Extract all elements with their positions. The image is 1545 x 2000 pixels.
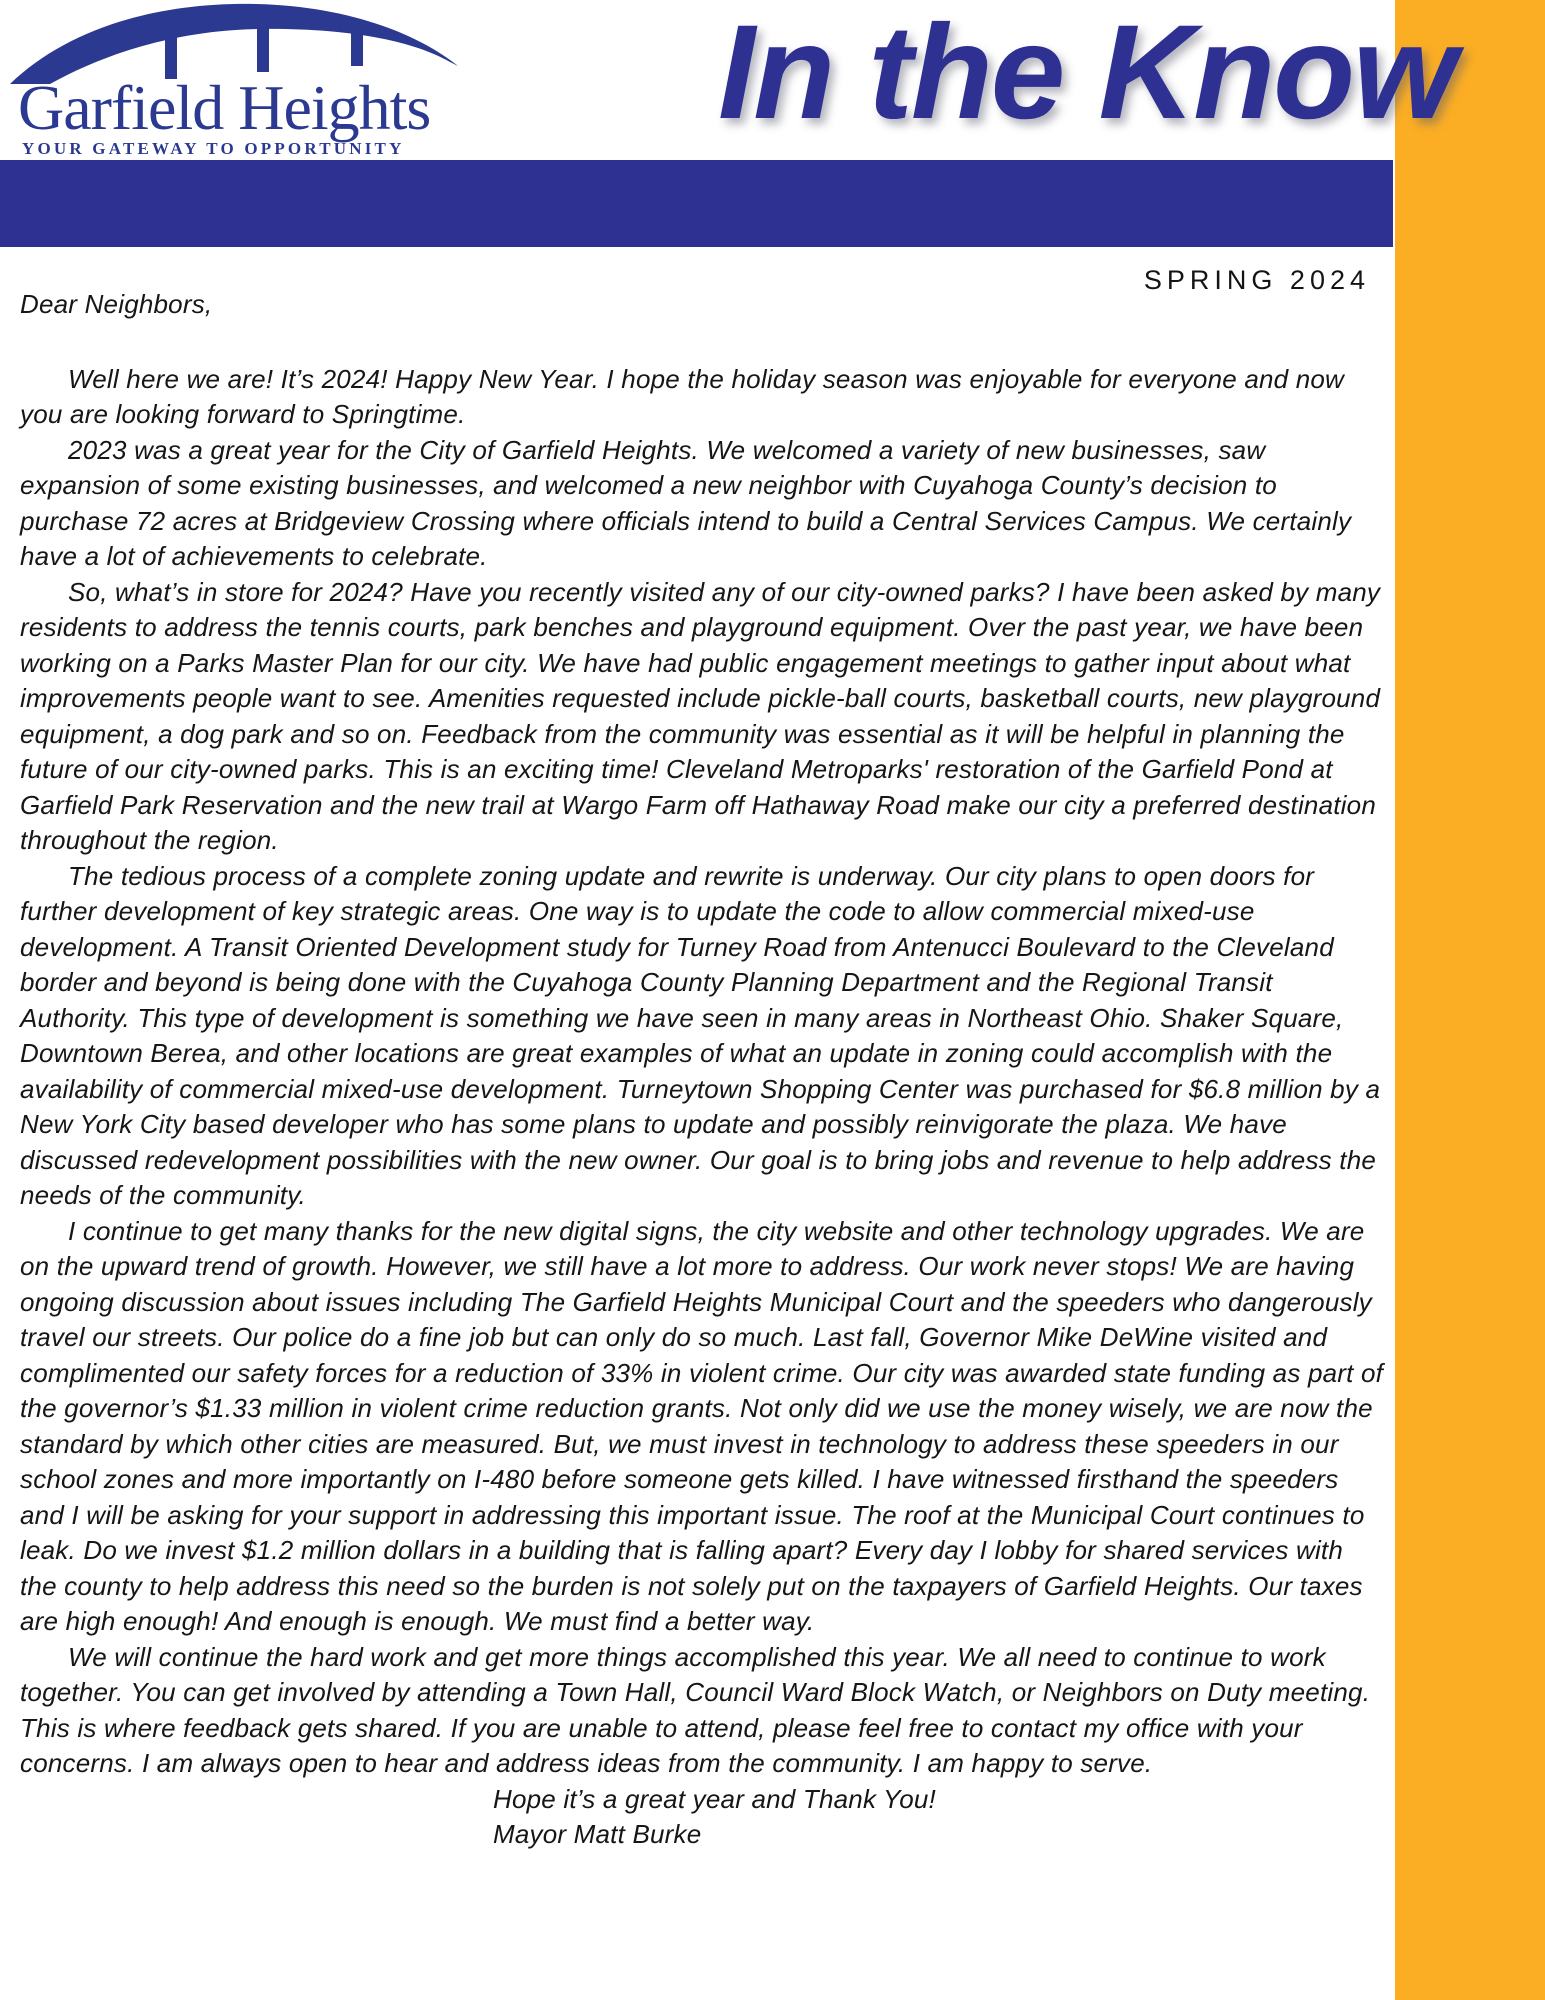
blue-header-bar xyxy=(0,160,1393,247)
letter-paragraph: The tedious process of a complete zoning update and rewrite is underway. Our city plans to open doors for further development of key strategic areas. One way is to update the code to allow commercial mixed-use development. A Transit Oriented Development study for Turney Road from Antenucci Boulevard to the Cleveland border and beyond is being done with the Cuyahoga County Planning Department and the Regional Transit Authority. This type of development is something we have seen in many areas in Northeast Ohio. Shaker Square, Downtown Berea, and other locations are great examples of what an update in zoning could accomplish with the availability of commercial mixed-use development. Turneytown Shopping Center was purchased for $6.8 million by a New York City based developer who has some plans to update and possibly reinvigorate the plaza. We have discussed redevelopment possibilities with the new owner. Our goal is to bring jobs and revenue to help address the needs of the community. xyxy=(20,860,1381,1210)
issue-season-label: SPRING 2024 xyxy=(1143,265,1370,295)
logo-tagline: YOUR GATEWAY TO OPPORTUNITY xyxy=(22,139,405,158)
newsletter-title: In the Know xyxy=(718,0,1456,147)
letter-signature: Mayor Matt Burke xyxy=(493,1819,702,1849)
letter-closing-wish: Hope it’s a great year and Thank You! xyxy=(493,1783,936,1814)
city-logo xyxy=(0,0,520,160)
letter-paragraph: We will continue the hard work and get more things accomplished this year. We all need to continue to work together. You can get involved by attending a Town Hall, Council Ward Block Watch, or Neighbors on Duty meeting. This is where feedback gets shared. If you are unable to attend, please feel free to contact my office with your concerns. I am always open to hear and address ideas from the community. I am happy to serve. xyxy=(20,1641,1371,1778)
letter-paragraph: I continue to get many thanks for the new digital signs, the city website and other technology upgrades. We are on the upward trend of growth. However, we still have a lot more to address. Our work never stops! We are having ongoing discussion about issues including The Garfield Heights Municipal Court and the speeders who dangerously travel our streets. Our police do a fine job but can only do so much. Last fall, Governor Mike DeWine visited and complimented our safety forces for a reduction of 33% in violent crime. Our city was awarded state funding as part of the governor’s $1.33 million in violent crime reduction grants. Not only did we use the money wisely, we are now the standard by which other cities are measured. But, we must invest in technology to address these speeders in our school zones and more importantly on I-480 before someone gets killed. I have witnessed firsthand the speeders and I will be asking for your support in addressing this important issue. The roof at the Municipal Court continues to leak. Do we invest $1.2 million dollars in a building that is falling apart? Every day I lobby for shared services with the county to help address this need so the burden is not solely put on the taxpayers of Garfield Heights. Our taxes are high enough! And enough is enough. We must find a better way. xyxy=(20,1215,1384,1636)
orange-accent-band xyxy=(1395,0,1545,2000)
letter-paragraph: Well here we are! It’s 2024! Happy New Year. I hope the holiday season was enjoyable for everyone and now you are looking forward to Springtime. xyxy=(20,363,1345,429)
letter-paragraph: 2023 was a great year for the City of Garfield Heights. We welcomed a variety of new businesses, saw expansion of some existing businesses, and welcomed a new neighbor with Cuyahoga County’s decision to purchase 72 acres at Bridgeview Crossing where officials intend to build a Central Services Campus. We certainly have a lot of achievements to celebrate. xyxy=(20,434,1352,571)
letter-salutation: Dear Neighbors, xyxy=(20,289,213,319)
letter-paragraph: So, what’s in store for 2024? Have you recently visited any of our city-owned parks? I have been asked by many residents to address the tennis courts, park benches and playground equipment. Over the past year, we have been working on a Parks Master Plan for our city. We have had public engagement meetings to gather input about what improvements people want to see. Amenities requested include pickle-ball courts, basketball courts, new playground equipment, a dog park and so on. Feedback from the community was essential as it will be helpful in planning the future of our city-owned parks. This is an exciting time! Cleveland Metroparks' restoration of the Garfield Pond at Garfield Park Reservation and the new trail at Wargo Farm off Hathaway Road make our city a preferred destination throughout the region. xyxy=(20,576,1381,855)
logo-city-name: Garfield Heights xyxy=(18,72,431,143)
mayor-letter xyxy=(20,287,1386,1853)
